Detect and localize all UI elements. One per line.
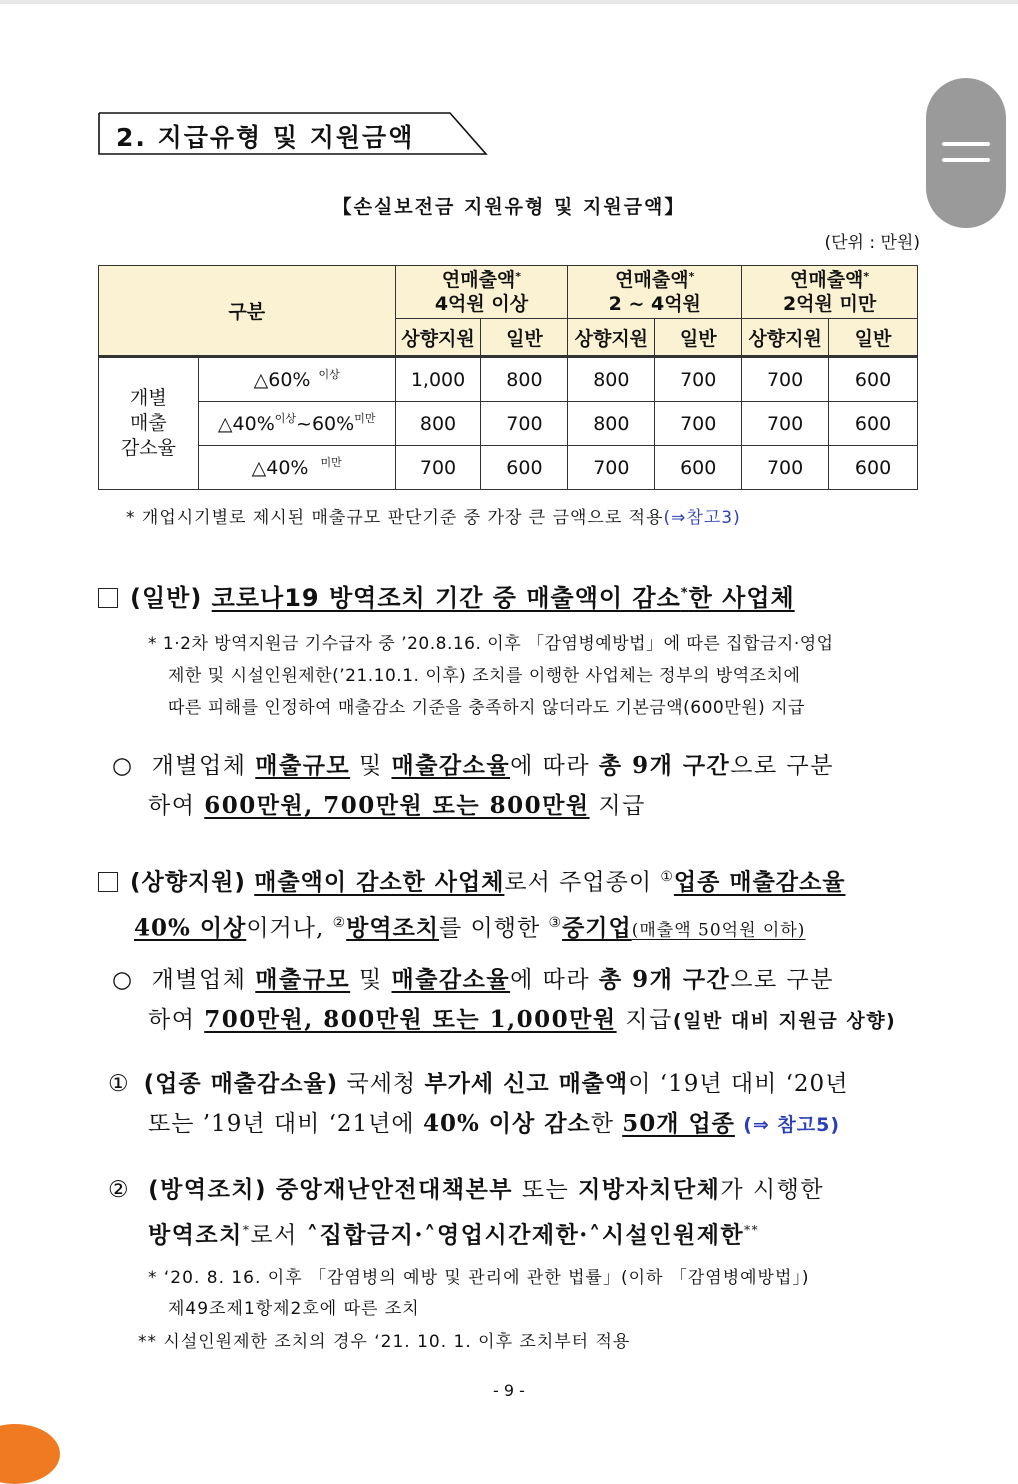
subheader-cell: 상향지원 xyxy=(568,319,655,357)
table-cell: 600 xyxy=(829,357,918,402)
subheader-cell: 일반 xyxy=(481,319,568,357)
item-2: ② (방역조치) 중앙재난안전대책본부 또는 지방자치단체가 시행한 방역조치*로서 ˄집합금지·˄영업시간제한·˄시설인원제한** xyxy=(108,1176,825,1249)
header-category: 구분 xyxy=(99,266,396,357)
table-cell: 800 xyxy=(568,357,655,402)
table-footnote: * 개업시기별로 제시된 매출규모 판단기준 중 가장 큰 금액으로 적용(⇒참고3) xyxy=(126,508,741,528)
table-cell: 700 xyxy=(395,446,481,490)
table-cell: 700 xyxy=(568,446,655,490)
row-label: △40% $^{미만}$ xyxy=(198,446,395,490)
header-group-3: 연매출액* 2억원 미만 xyxy=(742,266,918,319)
general-bullet: ○ 개별업체 매출규모 및 매출감소율에 따라 총 9개 구간으로 구분 하여 600만원, 700만원 또는 800만원 지급 xyxy=(112,752,834,819)
checkbox-icon xyxy=(98,872,118,892)
ref-5-link[interactable]: (⇒ 참고5) xyxy=(743,1114,841,1136)
table-unit: (단위 : 만원) xyxy=(824,233,920,253)
table-cell: 700 xyxy=(481,402,568,446)
table-row xyxy=(99,402,918,446)
table-cell: 800 xyxy=(481,357,568,402)
upgrade-heading: (상향지원) 매출액이 감소한 사업체로서 주업종이 ①업종 매출감소율 40% 이상이거나, ②방역조치를 이행한 ③중기업(매출액 50억원 이하) xyxy=(98,857,918,950)
row-label: △60% $^{이상}$ xyxy=(198,357,395,402)
subheader-cell: 일반 xyxy=(655,319,742,357)
top-border xyxy=(0,0,1018,4)
table-cell: 600 xyxy=(655,446,742,490)
item-1: ① (업종 매출감소율) 국세청 부가세 신고 매출액이 ‘19년 대비 ‘20년 또는 ’19년 대비 ‘21년에 40% 이상 감소한 50개 업종 (⇒ 참고5) xyxy=(108,1070,849,1137)
page-number: - 9 - xyxy=(493,1381,525,1400)
table-cell: 700 xyxy=(655,402,742,446)
table-cell: 1,000 xyxy=(395,357,481,402)
section-title: 2. 지급유형 및 지원금액 xyxy=(116,123,415,152)
table-cell: 700 xyxy=(742,357,829,402)
table-cell: 700 xyxy=(742,446,829,490)
table-cell: 600 xyxy=(829,446,918,490)
subheader-cell: 일반 xyxy=(829,319,918,357)
table-cell: 800 xyxy=(568,402,655,446)
subheader-cell: 상향지원 xyxy=(742,319,829,357)
checkbox-icon xyxy=(98,588,118,608)
handle-line-top xyxy=(942,142,990,146)
row-label: △40%$^{이상}$~60%$^{미만}$ xyxy=(198,402,395,446)
footnote-2: ** 시설인원제한 조치의 경우 ‘21. 10. 1. 이후 조치부터 적용 xyxy=(138,1332,631,1352)
general-note: * 1·2차 방역지원금 기수급자 중 ’20.8.16. 이후 「감염병예방법」에 따른 집합금지·영업 제한 및 시설인원제한(’21.10.1. 이후) 조치를 이행한 사업체는 정부의 방역조치에 따른 피해를 인정하여 매출감소 기준을 충족하지 않더라도 기본금액(600만원) 지급 xyxy=(148,634,834,718)
table-row xyxy=(99,357,918,402)
footnote-ref-link[interactable]: (⇒참고3) xyxy=(663,508,741,528)
header-group-1: 연매출액* 4억원 이상 xyxy=(395,266,568,319)
table-cell: 600 xyxy=(829,402,918,446)
table-cell: 700 xyxy=(742,402,829,446)
general-heading: (일반) 코로나19 방역조치 기간 중 매출액이 감소*한 사업체 xyxy=(98,578,795,613)
subheader-cell: 상향지원 xyxy=(395,319,481,357)
table-row xyxy=(99,446,918,490)
footnotes: * ‘20. 8. 16. 이후 「감염병의 예방 및 관리에 관한 법률」(이하 「감염병예방법」) 제49조제1항제2호에 따른 조치 xyxy=(148,1268,810,1319)
corner-accent xyxy=(0,1424,60,1484)
upgrade-bullet: ○ 개별업체 매출규모 및 매출감소율에 따라 총 9개 구간으로 구분 하여 700만원, 800만원 또는 1,000만원 지급(일반 대비 지원금 상향) xyxy=(112,966,897,1033)
table-cell: 600 xyxy=(481,446,568,490)
table-cell: 700 xyxy=(655,357,742,402)
support-amount-table xyxy=(98,265,918,490)
table-cell: 800 xyxy=(395,402,481,446)
row-group-label: 개별 매출 감소율 xyxy=(99,357,199,490)
table-caption: 【손실보전금 지원유형 및 지원금액】 xyxy=(332,196,686,218)
section-title-box xyxy=(98,112,486,156)
header-group-2: 연매출액* 2 ~ 4억원 xyxy=(568,266,742,319)
handle-line-bottom xyxy=(942,158,990,162)
